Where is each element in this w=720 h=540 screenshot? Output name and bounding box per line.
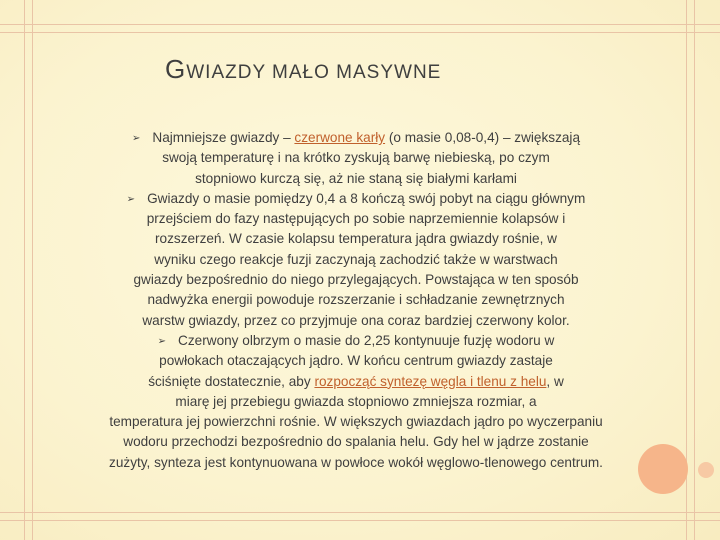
decorative-circle-small <box>698 462 714 478</box>
text-line <box>62 432 650 452</box>
text-line <box>62 372 650 392</box>
hyperlink[interactable]: czerwone karły <box>294 130 386 145</box>
text-line <box>62 331 650 351</box>
text-line <box>62 189 650 209</box>
text-line <box>62 128 650 148</box>
slide-title <box>165 54 441 85</box>
line-text: gwiazdy bezpośrednio do niego przylegających. Powstająca w ten sposób <box>133 272 579 288</box>
frame-line-top-inner <box>0 32 720 33</box>
frame-line-bottom <box>0 520 720 521</box>
line-text: wyniku czego reakcje fuzji zaczynają zachodzić także w warstwach <box>154 251 558 267</box>
frame-line-right <box>694 0 695 540</box>
frame-line-left-inner <box>32 0 33 540</box>
text-line <box>62 311 650 331</box>
line-text: warstw gwiazdy, przez co przyjmuje ona coraz bardziej czerwony kolor. <box>142 312 570 328</box>
title-first-letter: G <box>165 54 187 84</box>
frame-line-bottom-inner <box>0 512 720 513</box>
text-line <box>62 148 650 168</box>
line-text: rozszerzeń. W czasie kolapsu temperatura jądra gwiazdy rośnie, w <box>155 231 557 247</box>
line-text: przejściem do fazy następujących po sobie naprzemiennie kolapsów i <box>146 211 566 227</box>
line-text: wodoru przechodzi bezpośrednio do spalania helu. Gdy hel w jądrze zostanie <box>123 434 589 450</box>
text-line <box>62 270 650 290</box>
hyperlink[interactable]: rozpocząć syntezę węgla i tlenu z helu <box>314 373 547 389</box>
line-text: stopniowo kurczą się, aż nie staną się białymi karłami <box>195 170 517 186</box>
text-line <box>62 392 650 412</box>
bullet-arrow-icon: ➢ <box>157 335 167 347</box>
line-text-after-link: , w <box>546 373 564 389</box>
text-line <box>62 250 650 270</box>
text-line <box>62 209 650 229</box>
line-text: temperatura jej powierzchni rośnie. W większych gwiazdach jądro po wyczerpaniu <box>109 414 603 430</box>
line-text: Gwiazdy o masie pomiędzy 0,4 a 8 kończą swój pobyt na ciągu głównym <box>147 190 586 206</box>
frame-line-top <box>0 24 720 25</box>
line-text: ściśnięte dostatecznie, aby <box>148 373 315 389</box>
line-text: swoją temperaturę i na krótko zyskują barwę niebieską, po czym <box>162 150 550 166</box>
bullet-arrow-icon: ➢ <box>126 193 136 205</box>
line-text: Najmniejsze gwiazdy – <box>152 130 295 145</box>
line-text: zużyty, synteza jest kontynuowana w powłoce wokół węglowo-tlenowego centrum. <box>109 454 603 470</box>
line-text-after-link: (o masie 0,08-0,4) – zwiększają <box>385 130 581 145</box>
line-text: miarę jej przebiegu gwiazda stopniowo zmniejsza rozmiar, a <box>175 393 537 409</box>
line-text: Czerwony olbrzym o masie do 2,25 kontynuuje fuzję wodoru w <box>178 332 555 348</box>
title-rest: WIAZDY MAŁO MASYWNE <box>186 62 442 83</box>
frame-line-left <box>24 0 25 540</box>
line-text: nadwyżka energii powoduje rozszerzanie i schładzanie zewnętrznych <box>147 292 565 308</box>
line-text: powłokach otaczających jądro. W końcu centrum gwiazdy zastaje <box>159 353 553 369</box>
text-line <box>62 412 650 432</box>
text-line <box>62 169 650 189</box>
slide-body-text <box>62 128 650 473</box>
text-line <box>62 351 650 371</box>
text-line <box>62 290 650 310</box>
text-line <box>62 453 650 473</box>
bullet-arrow-icon: ➢ <box>131 133 141 144</box>
text-line <box>62 229 650 249</box>
